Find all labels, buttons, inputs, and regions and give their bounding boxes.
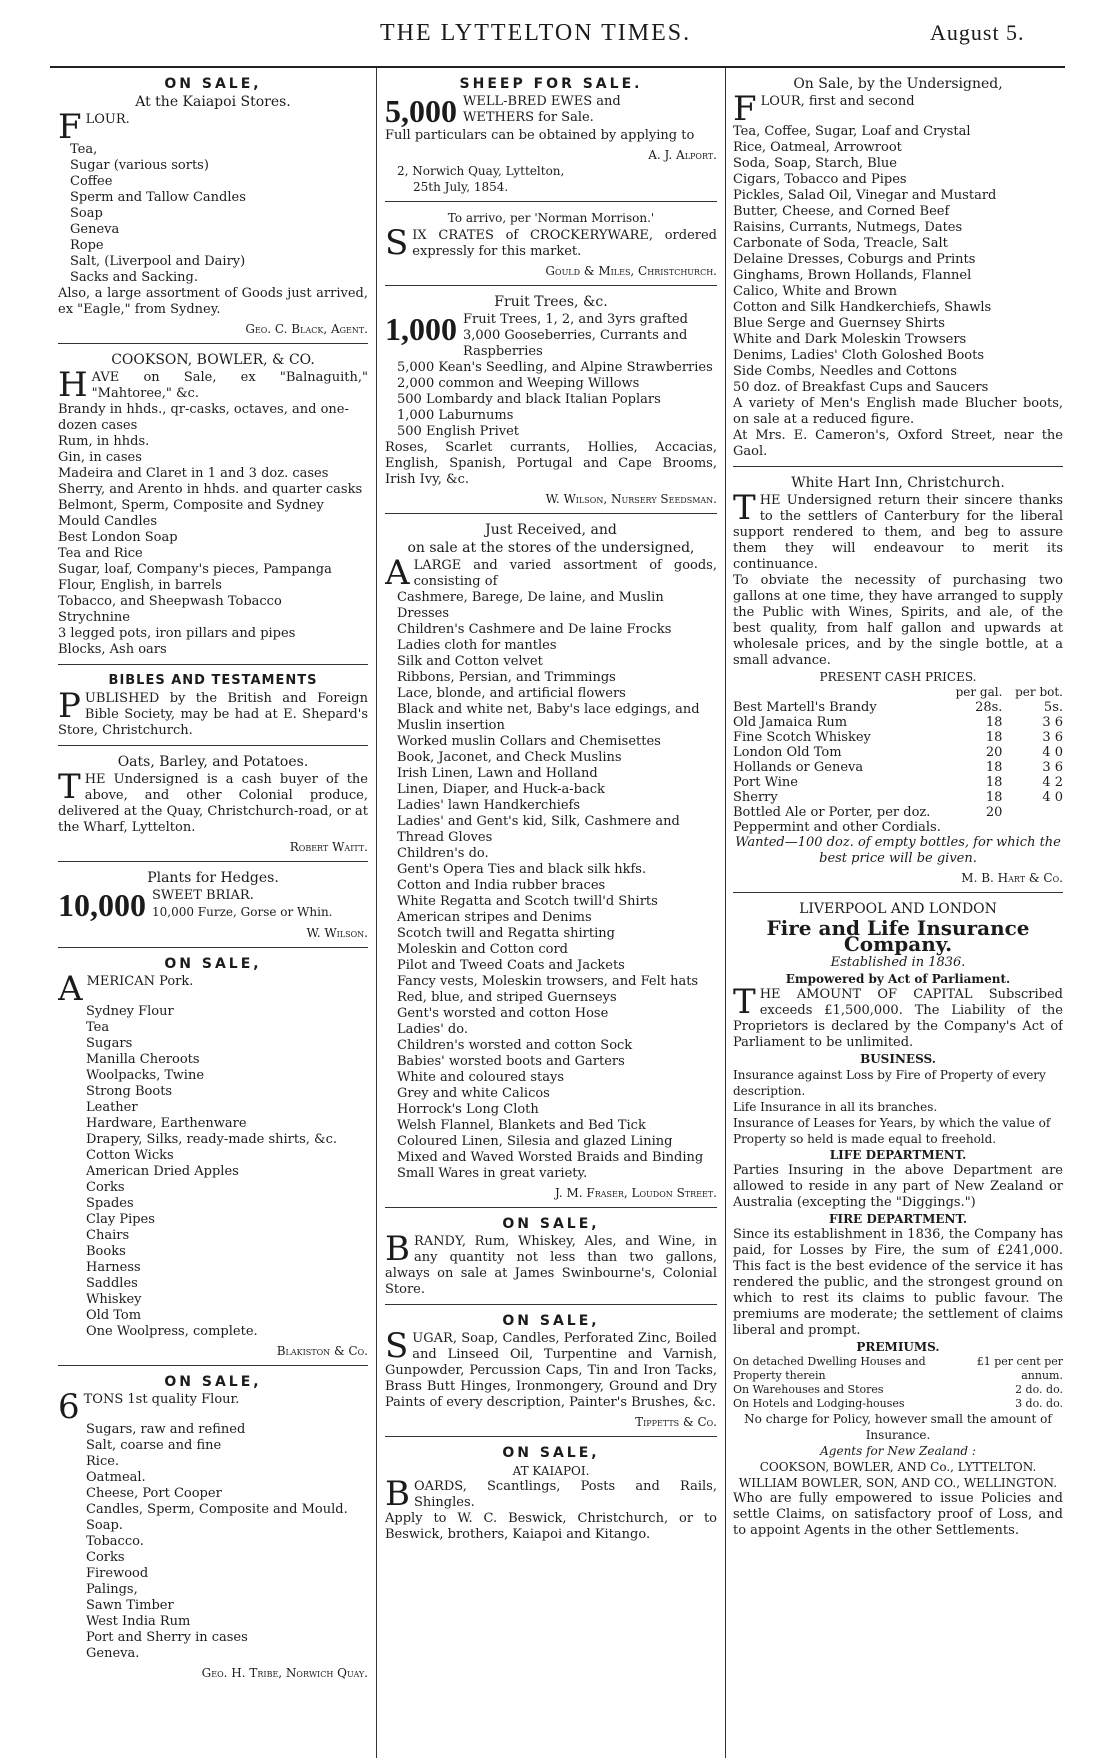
- item-list: [733, 124, 1063, 396]
- ad-liverpool-london-insurance: [733, 893, 1063, 1545]
- list-item: 500 English Privet: [397, 424, 520, 439]
- price-cell: 28s.: [975, 700, 1003, 715]
- list-item: Fancy vests, Moleskin trowsers, and Felt hats: [397, 974, 699, 989]
- ad-heading: On Sale, by the Undersigned,: [793, 76, 1003, 92]
- drop-cap: H: [58, 365, 88, 405]
- list-item: Scotch twill and Regatta shirting: [397, 926, 615, 941]
- price-cell: 20: [985, 745, 1003, 760]
- list-item: Sperm and Tallow Candles: [70, 190, 246, 205]
- list-item: Ladies' and Gent's kid, Silk, Cashmere and Thread Gloves: [397, 814, 680, 845]
- established-line: Established in 1836.: [830, 955, 966, 970]
- price-row: [733, 820, 1063, 835]
- list-item: Blocks, Ash oars: [58, 642, 167, 657]
- list-item: 500 Lombardy and black Italian Poplars: [397, 392, 661, 407]
- ad-brandy: [385, 1208, 717, 1305]
- list-item: Soap.: [86, 1518, 123, 1533]
- ad-note: Also, a large assortment of Goods just arrived, ex "Eagle," from Sydney.: [58, 286, 368, 317]
- list-item: Irish Linen, Lawn and Holland: [397, 766, 598, 781]
- ad-signature: Blakiston & Co.: [276, 1344, 368, 1358]
- drop-cap: T: [58, 767, 81, 807]
- drop-cap: S: [385, 223, 409, 263]
- act-line: Empowered by Act of Parliament.: [785, 972, 1011, 986]
- list-item: Tea and Rice: [58, 546, 143, 561]
- drop-cap: 6: [58, 1387, 80, 1427]
- ad-signature: W. Wilson.: [306, 926, 368, 940]
- list-item: Children's do.: [397, 846, 489, 861]
- list-item: Side Combs, Needles and Cottons: [733, 364, 957, 379]
- ad-text: To obviate the necessity of purchasing two gallons at one time, they have arranged to supply the Public with Wines, Spirits, and ale, of the best quality, from half gallon and upwards at wholesale prices, and by the single bottle, at a small advance.: [733, 573, 1063, 668]
- ad-heading: ON SALE,: [164, 1374, 262, 1390]
- list-item: Children's Cashmere and De laine Frocks: [397, 622, 672, 637]
- list-item: Geneva: [70, 222, 120, 237]
- ad-just-received: [385, 514, 717, 1208]
- list-item: Moleskin and Cotton cord: [397, 942, 568, 957]
- list-item: Corks: [86, 1180, 125, 1195]
- drop-cap: S: [385, 1326, 409, 1366]
- list-item: Linen, Diaper, and Huck-a-back: [397, 782, 605, 797]
- ad-heading: White Hart Inn, Christchurch.: [791, 475, 1005, 491]
- list-item: Rum, in hhds.: [58, 434, 150, 449]
- list-item: Sugar (various sorts): [70, 158, 209, 173]
- list-item: 50 doz. of Breakfast Cups and Saucers: [733, 380, 989, 395]
- ad-subheading: At the Kaiapoi Stores.: [135, 94, 291, 110]
- list-item: Calico, White and Brown: [733, 284, 897, 299]
- price-header-bot: per bot.: [1015, 685, 1063, 699]
- ad-line: 10,000 Furze, Gorse or Whin.: [152, 905, 333, 919]
- list-item: Chairs: [86, 1228, 130, 1243]
- list-item: Corks: [86, 1550, 125, 1565]
- ad-text: IX CRATES of CROCKERYWARE, ordered expressly for this market.: [412, 228, 717, 259]
- ad-dateline: 25th July, 1854.: [413, 180, 509, 194]
- list-item: Ginghams, Brown Hollands, Flannel: [733, 268, 972, 283]
- list-item: 3 legged pots, iron pillars and pipes: [58, 626, 296, 641]
- price-cell: Best Martell's Brandy: [733, 700, 877, 715]
- list-item: Hardware, Earthenware: [86, 1116, 247, 1131]
- ad-line: WELL-BRED EWES and: [463, 94, 621, 109]
- list-item: Woolpacks, Twine: [86, 1068, 205, 1083]
- list-item: 1,000 Laburnums: [397, 408, 514, 423]
- list-item: Worked muslin Collars and Chemisettes: [397, 734, 661, 749]
- list-item: Coffee: [70, 174, 113, 189]
- list-item: Welsh Flannel, Blankets and Bed Tick: [397, 1118, 646, 1133]
- list-item: Gent's Opera Ties and black silk hkfs.: [397, 862, 647, 877]
- list-item: Pickles, Salad Oil, Vinegar and Mustard: [733, 188, 997, 203]
- ad-flour-undersigned: [733, 68, 1063, 467]
- ad-signature: Robert Waitt.: [289, 840, 368, 854]
- list-item: Carbonate of Soda, Treacle, Salt: [733, 236, 948, 251]
- ad-first-line: LARGE and varied assortment of goods, consisting of: [413, 558, 717, 589]
- price-cell: 3 6: [1042, 760, 1063, 775]
- list-item: Tea: [86, 1020, 110, 1035]
- company-name: Fire and Life Insurance Company.: [766, 916, 1030, 956]
- premium-rate: 3 do. do.: [1015, 1397, 1063, 1410]
- ad-text: RANDY, Rum, Whiskey, Ales, and Wine, in any quantity not less than two gallons, always on sale at James Swinbourne's, Colonial Store.: [385, 1234, 717, 1297]
- drop-cap: F: [58, 107, 82, 147]
- price-row: [733, 805, 1063, 820]
- item-list: [385, 360, 717, 440]
- price-row: [733, 745, 1063, 760]
- list-item: American Dried Apples: [86, 1164, 239, 1179]
- list-item: Babies' worsted boots and Garters: [397, 1054, 625, 1069]
- list-item: Insurance against Loss by Fire of Property of every description.: [733, 1068, 1046, 1098]
- drop-cap: T: [733, 488, 756, 528]
- list-item: Sherry, and Arento in hhds. and quarter casks: [58, 482, 363, 497]
- agent-line: COOKSON, BOWLER, AND Co., LYTTELTON.: [759, 1460, 1037, 1474]
- big-number: 1,000: [385, 311, 457, 347]
- price-row: [733, 730, 1063, 745]
- list-item: Ladies' lawn Handkerchiefs: [397, 798, 581, 813]
- drop-cap: T: [733, 982, 756, 1022]
- ad-text: Roses, Scarlet currants, Hollies, Accacias, English, Spanish, Portugal and Cape Brooms, Irish Ivy, &c.: [385, 440, 717, 487]
- list-item: Oatmeal.: [86, 1470, 146, 1485]
- price-title: PRESENT CASH PRICES.: [819, 670, 977, 684]
- premium-item: On detached Dwelling Houses and Property therein: [733, 1355, 926, 1382]
- ad-text: Full particulars can be obtained by applying to: [385, 128, 695, 143]
- price-cell: London Old Tom: [733, 745, 842, 760]
- column-1: [58, 68, 368, 1714]
- ad-line: Fruit Trees, 1, 2, and 3yrs grafted: [463, 312, 688, 327]
- ad-first-line: LOUR.: [85, 112, 130, 127]
- item-list: [58, 142, 368, 286]
- ad-heading: ON SALE,: [502, 1216, 600, 1232]
- list-item: Ladies cloth for mantles: [397, 638, 557, 653]
- ad-subheading: on sale at the stores of the undersigned,: [407, 540, 695, 556]
- big-number: 5,000: [385, 93, 457, 129]
- ad-text: HE AMOUNT OF CAPITAL Subscribed exceeds £1,500,000. The Liability of the Proprietors is declared by the Company's Act of Parliament to be unlimited.: [733, 987, 1063, 1050]
- ad-subheading: AT KAIAPOI.: [512, 1464, 590, 1478]
- ad-text: OARDS, Scantlings, Posts and Rails, Shingles.: [414, 1479, 717, 1510]
- price-cell: Sherry: [733, 790, 778, 805]
- list-item: Clay Pipes: [86, 1212, 155, 1227]
- ad-heading: Just Received, and: [485, 522, 617, 538]
- price-cell: Hollands or Geneva: [733, 760, 864, 775]
- ad-sheep-for-sale: [385, 68, 717, 202]
- ad-signature: W. Wilson, Nursery Seedsman.: [545, 492, 717, 506]
- list-item: Salt, coarse and fine: [86, 1438, 222, 1453]
- list-item: Cotton Wicks: [86, 1148, 174, 1163]
- list-item: Sugars, raw and refined: [86, 1422, 246, 1437]
- list-item: Books: [86, 1244, 126, 1259]
- list-item: Children's worsted and cotton Sock: [397, 1038, 633, 1053]
- ad-heading: Fruit Trees, &c.: [494, 294, 608, 310]
- ad-line: SWEET BRIAR.: [152, 888, 254, 903]
- list-item: Rice.: [86, 1454, 120, 1469]
- list-item: Book, Jaconet, and Check Muslins: [397, 750, 622, 765]
- price-cell: Bottled Ale or Porter, per doz.: [733, 805, 931, 820]
- list-item: Tobacco, and Sheepwash Tobacco: [58, 594, 282, 609]
- list-item: Leather: [86, 1100, 138, 1115]
- list-item: Sugar, loaf, Company's pieces, Pampanga: [58, 562, 332, 577]
- list-item: Geneva.: [86, 1646, 140, 1661]
- list-item: Black and white net, Baby's lace edgings, and Muslin insertion: [397, 702, 700, 733]
- ad-cookson-bowler: [58, 344, 368, 665]
- list-item: Mixed and Waved Worsted Braids and Binding: [397, 1150, 704, 1165]
- list-item: Cigars, Tobacco and Pipes: [733, 172, 907, 187]
- price-cell: [1012, 805, 1063, 820]
- price-rows: [733, 700, 1063, 835]
- ad-note: A variety of Men's English made Blucher boots, on sale at a reduced figure.: [733, 396, 1063, 427]
- list-item: Life Insurance in all its branches.: [733, 1100, 938, 1114]
- premium-rate: £1 per cent per annum.: [976, 1355, 1063, 1382]
- ad-signature: M. B. Hart & Co.: [961, 871, 1063, 885]
- price-cell: 18: [985, 730, 1003, 745]
- ad-line: WETHERS for Sale.: [463, 110, 594, 125]
- ad-text: HE Undersigned is a cash buyer of the above, and other Colonial produce, delivered at the Quay, Christchurch-road, or at the Wharf, Lyttelton.: [58, 772, 368, 835]
- list-item: Best London Soap: [58, 530, 178, 545]
- section-heading: PREMIUMS.: [856, 1340, 940, 1354]
- price-cell: 3 6: [1042, 715, 1063, 730]
- ad-first-line: TONS 1st quality Flour.: [83, 1392, 240, 1407]
- list-item: Pilot and Tweed Coats and Jackets: [397, 958, 625, 973]
- list-item: Small Wares in great variety.: [397, 1166, 588, 1181]
- premium-rows: [733, 1355, 1063, 1411]
- ad-heading: SHEEP FOR SALE.: [459, 76, 643, 92]
- ad-bibles: [58, 665, 368, 746]
- list-item: Gin, in cases: [58, 450, 142, 465]
- list-item: Cotton and India rubber braces: [397, 878, 606, 893]
- ad-text: Since its establishment in 1836, the Company has paid, for Losses by Fire, the sum of £241,000. This fact is the best evidence of the service it has rendered the public, and the strongest ground on which to rest its claims to public favour. The premiums are moderate; the settlement of claims liberal and prompt.: [733, 1227, 1063, 1338]
- price-cell: 18: [985, 760, 1003, 775]
- price-row: [733, 700, 1063, 715]
- price-table: [733, 685, 1063, 835]
- ad-signature: Tippetts & Co.: [635, 1415, 717, 1429]
- price-cell: 4 0: [1042, 790, 1063, 805]
- ad-six-tons-flour: [58, 1366, 368, 1687]
- page-header: [0, 0, 1114, 50]
- column-divider: [725, 68, 726, 1758]
- ad-signature: J. M. Fraser, Loudon Street.: [555, 1186, 717, 1200]
- list-item: Drapery, Silks, ready-made shirts, &c.: [86, 1132, 338, 1147]
- ad-heading: To arrivo, per 'Norman Morrison.': [447, 211, 655, 225]
- list-item: Cashmere, Barege, De laine, and Muslin Dresses: [397, 590, 664, 621]
- ad-heading: ON SALE,: [502, 1445, 600, 1461]
- ad-heading: Oats, Barley, and Potatoes.: [117, 754, 309, 770]
- ad-sugar-soap: [385, 1305, 717, 1437]
- ad-heading: LIVERPOOL AND LONDON: [799, 901, 997, 917]
- list-item: West India Rum: [86, 1614, 191, 1629]
- section-heading: BUSINESS.: [860, 1052, 936, 1066]
- list-item: Sawn Timber: [86, 1598, 174, 1613]
- price-row: [733, 790, 1063, 805]
- list-item: Horrock's Long Cloth: [397, 1102, 539, 1117]
- ad-text: UGAR, Soap, Candles, Perforated Zinc, Boiled and Linseed Oil, Turpentine and Varnish, Gunpowder, Percussion Caps, Tin and Iron Tacks, Brass Butt Hinges, Ironmongery, Ground and Dry Paints of every description, Painter's Brushes, &c.: [385, 1331, 717, 1410]
- list-item: 2,000 common and Weeping Willows: [397, 376, 640, 391]
- column-3: [733, 68, 1063, 1714]
- ad-hedges: [58, 862, 368, 948]
- premium-rate: 2 do. do.: [1015, 1383, 1063, 1396]
- price-header-item: [733, 685, 952, 700]
- list-item: White and Dark Moleskin Trowsers: [733, 332, 967, 347]
- price-cell: Port Wine: [733, 775, 798, 790]
- list-item: White and coloured stays: [397, 1070, 565, 1085]
- price-cell: Old Jamaica Rum: [733, 715, 848, 730]
- list-item: Strychnine: [58, 610, 130, 625]
- list-item: Madeira and Claret in 1 and 3 doz. cases: [58, 466, 329, 481]
- ad-crockery: [385, 202, 717, 286]
- ad-text: Parties Insuring in the above Department are allowed to reside in any part of New Zealand or Australia (excepting the "Diggings."): [733, 1163, 1063, 1210]
- premium-item: On Hotels and Lodging-houses: [733, 1397, 905, 1410]
- price-row: [733, 775, 1063, 790]
- price-row: [733, 715, 1063, 730]
- price-cell: 18: [985, 715, 1003, 730]
- premium-item: On Warehouses and Stores: [733, 1383, 884, 1396]
- item-list: [58, 1422, 368, 1662]
- ad-oats-barley: [58, 746, 368, 862]
- premiums-table: [733, 1355, 1063, 1411]
- newspaper-title: THE LYTTELTON TIMES.: [380, 20, 692, 46]
- list-item: Palings,: [86, 1582, 138, 1597]
- list-item: Lace, blonde, and artificial flowers: [397, 686, 626, 701]
- list-item: Sacks and Sacking.: [70, 270, 198, 285]
- ad-heading: BIBLES AND TESTAMENTS: [108, 673, 318, 688]
- list-item: Sydney Flour: [86, 1004, 174, 1019]
- ad-heading: COOKSON, BOWLER, & CO.: [111, 352, 315, 368]
- price-cell: 18: [985, 790, 1003, 805]
- ad-text: UBLISHED by the British and Foreign Bible Society, may be had at E. Shepard's Store, Christchurch.: [58, 691, 368, 738]
- price-cell: [952, 820, 1012, 835]
- item-list: [733, 1067, 1063, 1147]
- list-item: Cheese, Port Cooper: [86, 1486, 222, 1501]
- price-cell: Fine Scotch Whiskey: [733, 730, 871, 745]
- list-item: Rice, Oatmeal, Arrowroot: [733, 140, 902, 155]
- drop-cap: A: [385, 553, 410, 593]
- list-item: Tea,: [70, 142, 98, 157]
- premium-row: [733, 1383, 1063, 1397]
- price-cell: 5s.: [1043, 700, 1063, 715]
- premium-row: [733, 1355, 1063, 1383]
- list-item: Whiskey: [86, 1292, 142, 1307]
- issue-date: August 5.: [930, 20, 1025, 45]
- ad-white-hart-inn: [733, 467, 1063, 893]
- list-item: Butter, Cheese, and Corned Beef: [733, 204, 950, 219]
- price-cell: Peppermint and other Cordials.: [733, 820, 941, 835]
- ad-signature: Gould & Miles, Christchurch.: [545, 264, 717, 278]
- list-item: Saddles: [86, 1276, 138, 1291]
- ad-signature: Geo. H. Tribe, Norwich Quay.: [201, 1666, 368, 1680]
- item-list: [58, 402, 368, 658]
- list-item: Sugars: [86, 1036, 133, 1051]
- list-item: Ladies' do.: [397, 1022, 468, 1037]
- list-item: Gent's worsted and cotton Hose: [397, 1006, 609, 1021]
- ad-apply: Apply to W. C. Beswick, Christchurch, or to Beswick, brothers, Kaiapoi and Kitango.: [385, 1511, 717, 1542]
- price-cell: 3 6: [1042, 730, 1063, 745]
- list-item: Old Tom: [86, 1308, 142, 1323]
- list-item: Tea, Coffee, Sugar, Loaf and Crystal: [733, 124, 971, 139]
- drop-cap: B: [385, 1474, 410, 1514]
- list-item: Port and Sherry in cases: [86, 1630, 248, 1645]
- ad-note: At Mrs. E. Cameron's, Oxford Street, near the Gaol.: [733, 428, 1063, 459]
- list-item: Tobacco.: [86, 1534, 144, 1549]
- no-charge-note: No charge for Policy, however small the amount of Insurance.: [744, 1412, 1052, 1442]
- list-item: Belmont, Sperm, Composite and Sydney Mould Candles: [58, 498, 324, 529]
- price-cell: 18: [985, 775, 1003, 790]
- list-item: Manilla Cheroots: [86, 1052, 200, 1067]
- column-divider: [376, 68, 377, 1758]
- ad-line: 3,000 Gooseberries, Currants and Raspberries: [463, 328, 688, 359]
- list-item: Firewood: [86, 1566, 149, 1581]
- item-list: [385, 590, 717, 1182]
- section-heading: FIRE DEPARTMENT.: [828, 1212, 968, 1226]
- ad-kaiapoi-stores: [58, 68, 368, 344]
- list-item: Grey and white Calicos: [397, 1086, 550, 1101]
- ad-heading: ON SALE,: [502, 1313, 600, 1329]
- list-item: Red, blue, and striped Guernseys: [397, 990, 617, 1005]
- ad-signature: A. J. Alport.: [648, 148, 717, 162]
- list-item: Salt, (Liverpool and Dairy): [70, 254, 246, 269]
- list-item: Candles, Sperm, Composite and Mould.: [86, 1502, 348, 1517]
- drop-cap: P: [58, 686, 81, 726]
- list-item: Rope: [70, 238, 104, 253]
- ad-heading: ON SALE,: [164, 76, 262, 92]
- agents-heading: Agents for New Zealand :: [820, 1444, 976, 1458]
- list-item: Ribbons, Persian, and Trimmings: [397, 670, 616, 685]
- column-2: [385, 68, 717, 1714]
- price-header-gal: per gal.: [955, 685, 1003, 699]
- list-item: American stripes and Denims: [397, 910, 592, 925]
- big-number: 10,000: [58, 887, 146, 923]
- premium-row: [733, 1397, 1063, 1411]
- list-item: Harness: [86, 1260, 141, 1275]
- ad-text: HE Undersigned return their sincere thanks to the settlers of Canterbury for the liberal support rendered to them, and beg to assure them they will endeavour to merit its continuance.: [733, 493, 1063, 572]
- list-item: Denims, Ladies' Cloth Goloshed Boots: [733, 348, 984, 363]
- drop-cap: F: [733, 89, 757, 129]
- list-item: Soap: [70, 206, 103, 221]
- list-item: Flour, English, in barrels: [58, 578, 222, 593]
- list-item: Blue Serge and Guernsey Shirts: [733, 316, 945, 331]
- section-heading: LIFE DEPARTMENT.: [829, 1148, 967, 1162]
- list-item: Strong Boots: [86, 1084, 173, 1099]
- ad-fruit-trees: [385, 286, 717, 514]
- ad-heading: ON SALE,: [164, 956, 262, 972]
- list-item: One Woolpress, complete.: [86, 1324, 258, 1339]
- list-item: Delaine Dresses, Coburgs and Prints: [733, 252, 976, 267]
- list-item: Insurance of Leases for Years, by which the value of Property so held is made equal to freehold.: [733, 1116, 1051, 1146]
- list-item: White Regatta and Scotch twill'd Shirts: [397, 894, 658, 909]
- agent-line: WILLIAM BOWLER, SON, AND CO., WELLINGTON.: [738, 1476, 1058, 1490]
- list-item: Cotton and Silk Handkerchiefs, Shawls: [733, 300, 992, 315]
- list-item: 5,000 Kean's Seedling, and Alpine Strawberries: [397, 360, 713, 375]
- ad-text: Who are fully empowered to issue Policies and settle Claims, on satisfactory proof of Loss, and to appoint Agents in the other Settlements.: [733, 1491, 1063, 1538]
- ad-heading: Plants for Hedges.: [147, 870, 279, 886]
- item-list: [58, 1004, 368, 1340]
- list-item: Silk and Cotton velvet: [397, 654, 543, 669]
- drop-cap: A: [58, 969, 83, 1009]
- ad-first-line: LOUR, first and second: [760, 94, 915, 109]
- price-row: [733, 760, 1063, 775]
- drop-cap: B: [385, 1229, 410, 1269]
- ad-first-line: AVE on Sale, ex "Balnaguith," "Mahtoree," &c.: [91, 370, 368, 401]
- ad-first-line: MERICAN Pork.: [86, 974, 194, 989]
- list-item: Soda, Soap, Starch, Blue: [733, 156, 897, 171]
- list-item: Spades: [86, 1196, 134, 1211]
- price-cell: 4 0: [1042, 745, 1063, 760]
- list-item: Coloured Linen, Silesia and glazed Lining: [397, 1134, 673, 1149]
- list-item: Raisins, Currants, Nutmegs, Dates: [733, 220, 963, 235]
- list-item: Brandy in hhds., qr-casks, octaves, and one-dozen cases: [58, 402, 349, 433]
- ad-american-pork: [58, 948, 368, 1366]
- ad-address: 2, Norwich Quay, Lyttelton,: [397, 164, 565, 178]
- price-cell: [1012, 820, 1063, 835]
- ad-wanted: Wanted—100 doz. of empty bottles, for which the best price will be given.: [735, 835, 1061, 866]
- ad-boards: [385, 1437, 717, 1549]
- price-cell: 4 2: [1042, 775, 1063, 790]
- price-cell: 20: [985, 805, 1003, 820]
- ad-signature: Geo. C. Black, Agent.: [245, 322, 368, 336]
